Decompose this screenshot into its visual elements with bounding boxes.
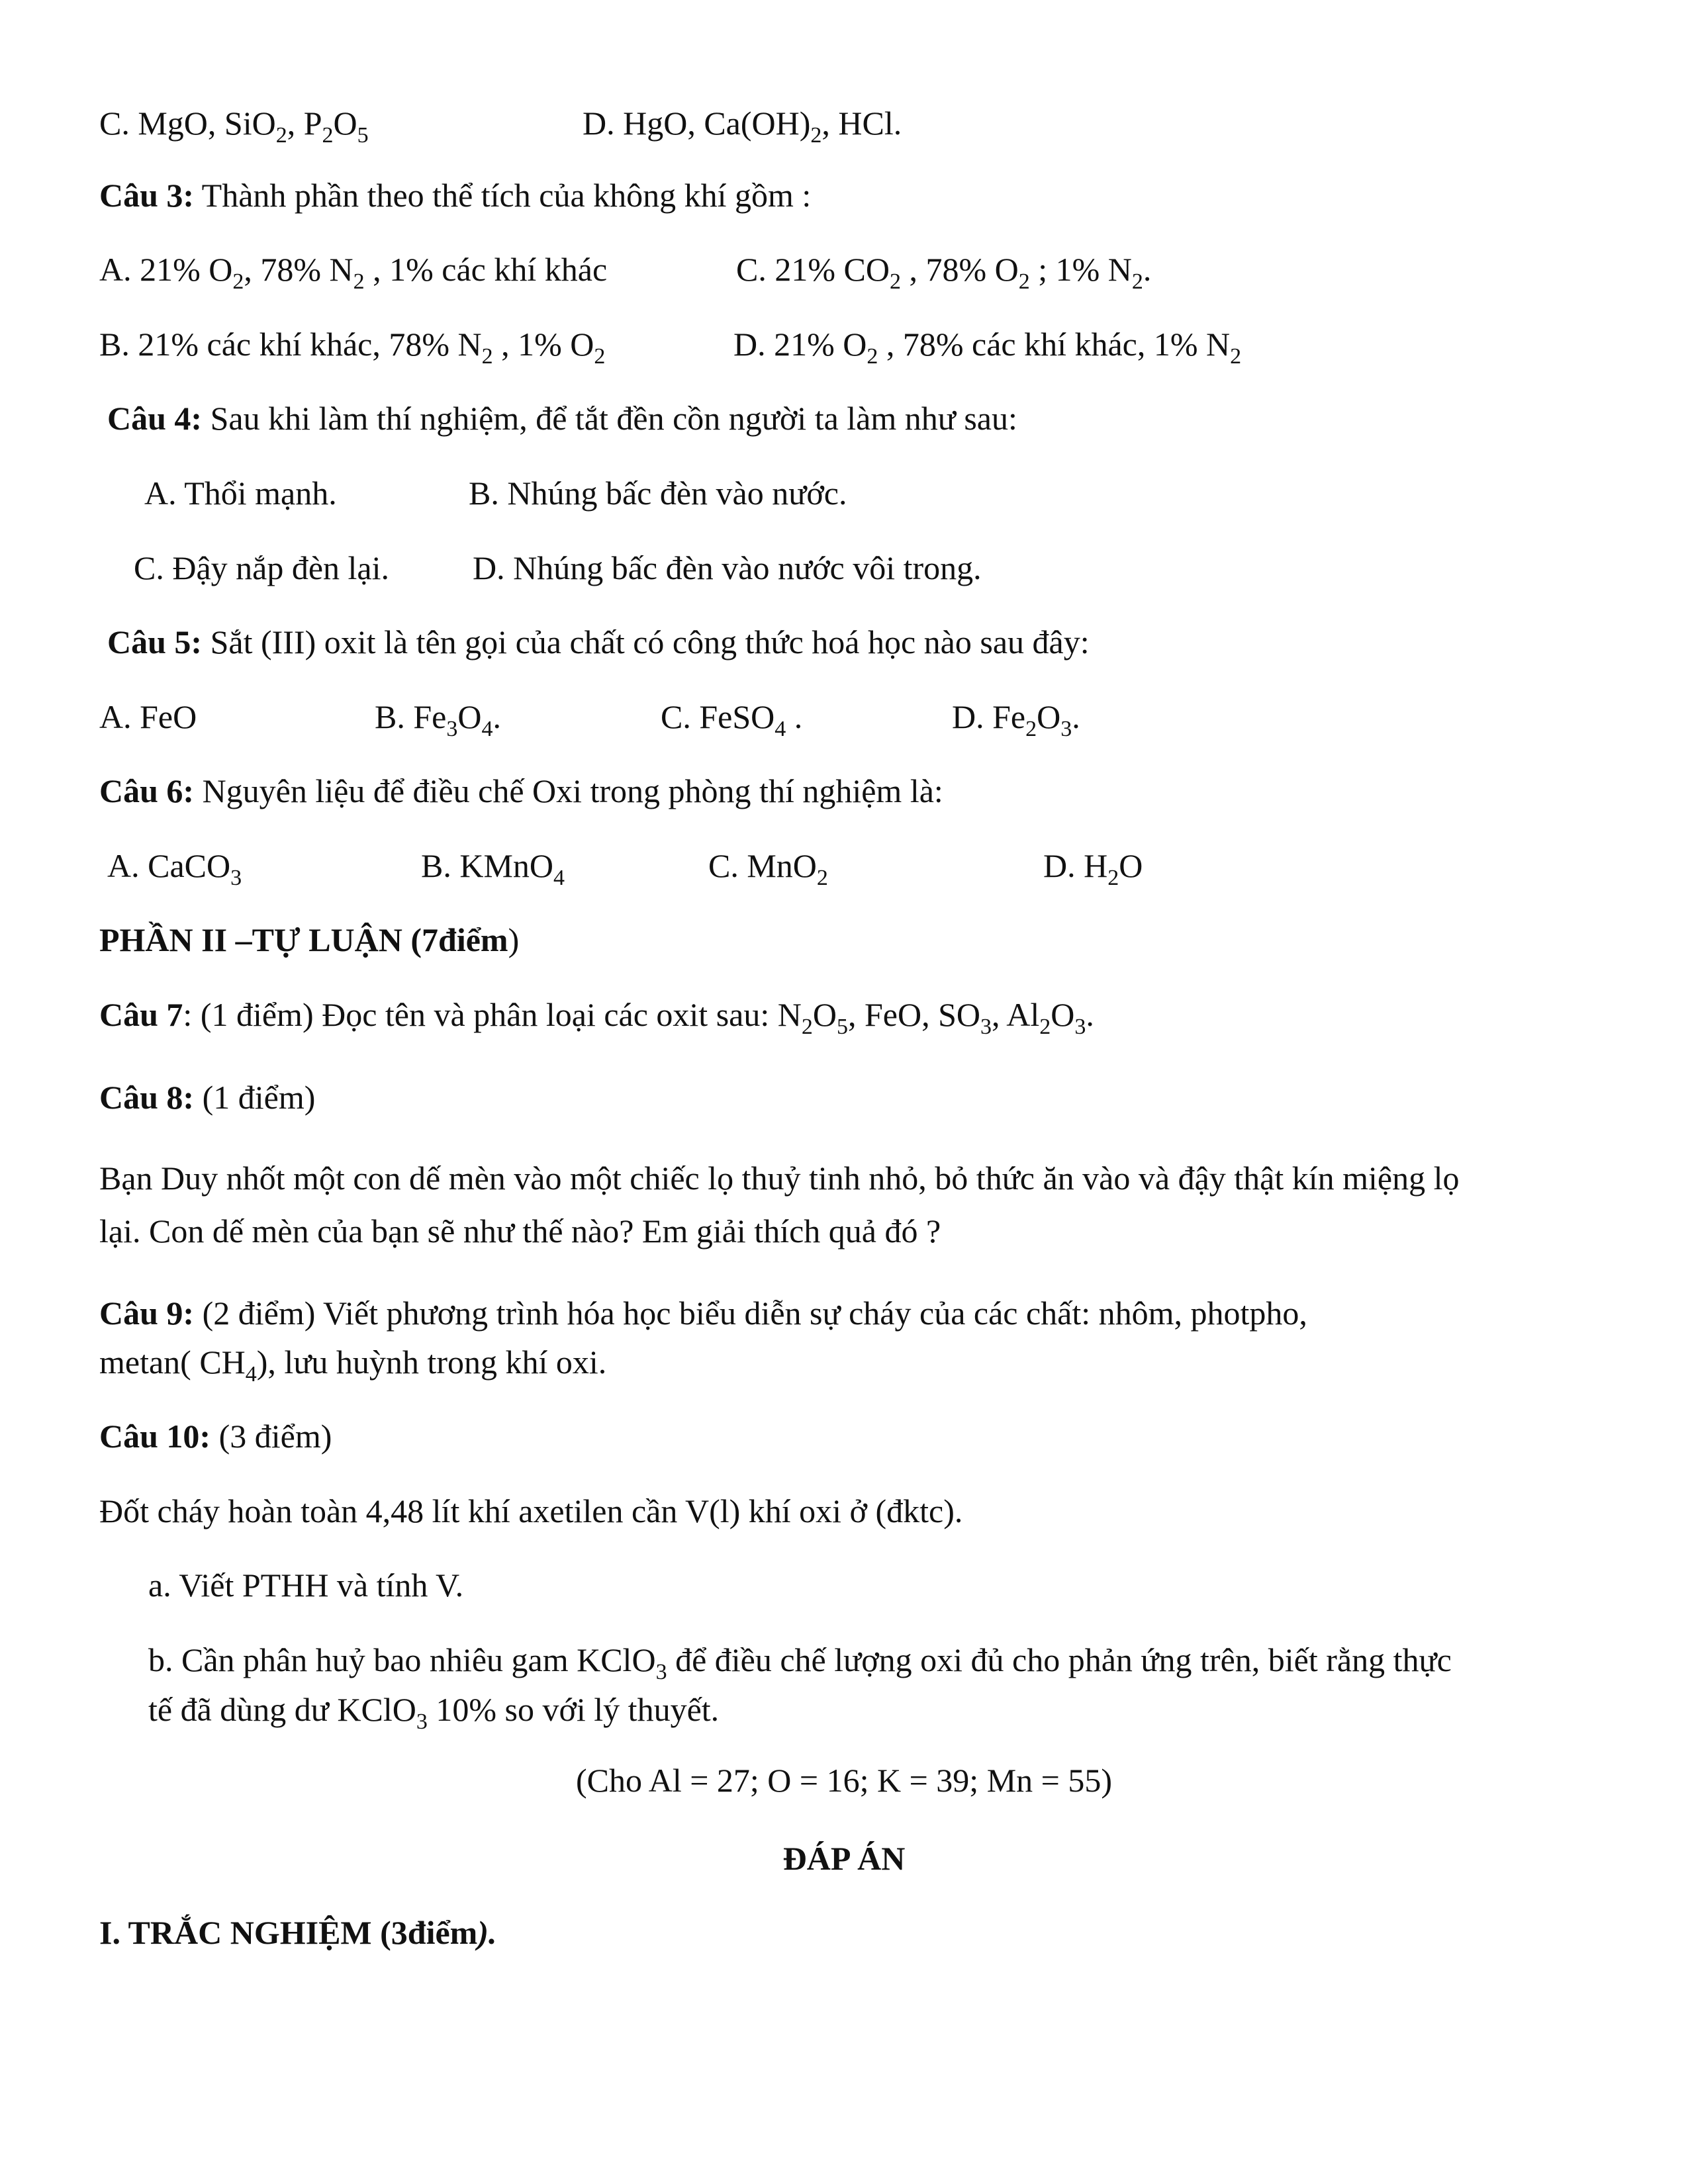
q9-question: Câu 9: (2 điểm) Viết phương trình hóa học biểu diễn sự cháy của các chất: nhôm, photpho, <box>99 1295 1307 1332</box>
q9-label: Câu 9: <box>99 1295 195 1332</box>
q3-option-c: C. 21% $CO_2$ , 78% $O_2$ ; 1% $N_2$. <box>736 251 1152 294</box>
q5-option-c: C. FeSO$_4$ . <box>661 698 803 741</box>
q5-label: Câu 5: <box>107 623 203 660</box>
q6-option-d: D. $H_2O$ <box>1043 847 1143 890</box>
q4-option-a: A. Thổi mạnh. <box>144 475 337 512</box>
q10-part-b-line1: b. Cần phân huỷ bao nhiêu gam KClO$_3$ để điều chế lượng oxi đủ cho phản ứng trên, biết rằng thực <box>148 1641 1452 1684</box>
q10-body: Đốt cháy hoàn toàn 4,48 lít khí axetilen cần V(l) khí oxi ở (đktc). <box>99 1492 963 1529</box>
q4-question: Câu 4: Sau khi làm thí nghiệm, để tắt đền cồn người ta làm như sau: <box>107 400 1017 437</box>
q6-question: Câu 6: Nguyên liệu để điều chế Oxi trong phòng thí nghiệm là: <box>99 772 943 809</box>
q10-part-b-line2: tế đã dùng dư KClO$_3$ 10% so với lý thuyết. <box>148 1691 720 1734</box>
q6-label: Câu 6: <box>99 772 195 809</box>
q5-option-b: B. $Fe_3O_4$. <box>375 698 501 741</box>
q10-given-values: (Cho Al = 27; O = 16; K = 39; Mn = 55) <box>575 1762 1113 1799</box>
q10-question: Câu 10: (3 điểm) <box>99 1418 332 1455</box>
q3-option-a: A. 21% $O_2$, 78% $N_2$ , 1% các khí khác <box>99 251 608 294</box>
q3-question: Câu 3: Thành phần theo thể tích của không khí gồm : <box>99 177 812 214</box>
q5-option-d: D. $Fe_2O_3$. <box>952 698 1080 741</box>
q6-option-a: A. CaCO$_3$ <box>107 847 242 890</box>
q4-option-c: C. Đậy nắp đèn lại. <box>134 549 390 586</box>
q8-body-line2: lại. Con dế mèn của bạn sẽ như thế nào? Em giải thích quả đó ? <box>99 1212 941 1250</box>
q6-option-c: C. MnO$_2$ <box>708 847 828 890</box>
q3-option-d: D. 21% $O_2$ , 78% các khí khác, 1% $N_2$ <box>733 326 1242 369</box>
answer-heading: ĐÁP ÁN <box>782 1840 906 1877</box>
q8-question: Câu 8: (1 điểm) <box>99 1079 316 1116</box>
q4-option-b: B. Nhúng bấc đèn vào nước. <box>469 475 847 512</box>
q2-option-c: C. MgO, SiO$_2$, $P_2O_5$ <box>99 105 369 148</box>
q10-part-a: a. Viết PTHH và tính V. <box>148 1567 464 1604</box>
q7-question: Câu 7: (1 điểm) Đọc tên và phân loại các oxit sau: $N_2O_5$, FeO, $SO_3$, $Al_2O_3$. <box>99 996 1094 1039</box>
q4-option-d: D. Nhúng bấc đèn vào nước vôi trong. <box>473 549 982 586</box>
q5-option-a: A. FeO <box>99 698 197 735</box>
q8-body-line1: Bạn Duy nhốt một con dế mèn vào một chiếc lọ thuỷ tinh nhỏ, bỏ thức ăn vào và đậy thật kín miệng lọ <box>99 1160 1460 1197</box>
q4-label: Câu 4: <box>107 400 203 437</box>
q7-label: Câu 7 <box>99 996 183 1033</box>
q3-label: Câu 3: <box>99 177 195 214</box>
q3-option-b: B. 21% các khí khác, 78% $N_2$ , 1% $O_2$ <box>99 326 606 369</box>
q10-label: Câu 10: <box>99 1418 211 1455</box>
part2-heading: PHẦN II –TỰ LUẬN (7điểm) <box>99 921 520 958</box>
q6-option-b: B. KMnO$_4$ <box>421 847 565 890</box>
q8-label: Câu 8: <box>99 1079 195 1116</box>
answer-section-1: I. TRẮC NGHIỆM (3điểm). <box>99 1914 497 1951</box>
q5-question: Câu 5: Sắt (III) oxit là tên gọi của chất có công thức hoá học nào sau đây: <box>107 623 1090 660</box>
q2-option-d: D. HgO, $Ca(OH)_2$, HCl. <box>583 105 902 148</box>
q9-line2: metan( $CH_4$), lưu huỳnh trong khí oxi. <box>99 1343 607 1387</box>
